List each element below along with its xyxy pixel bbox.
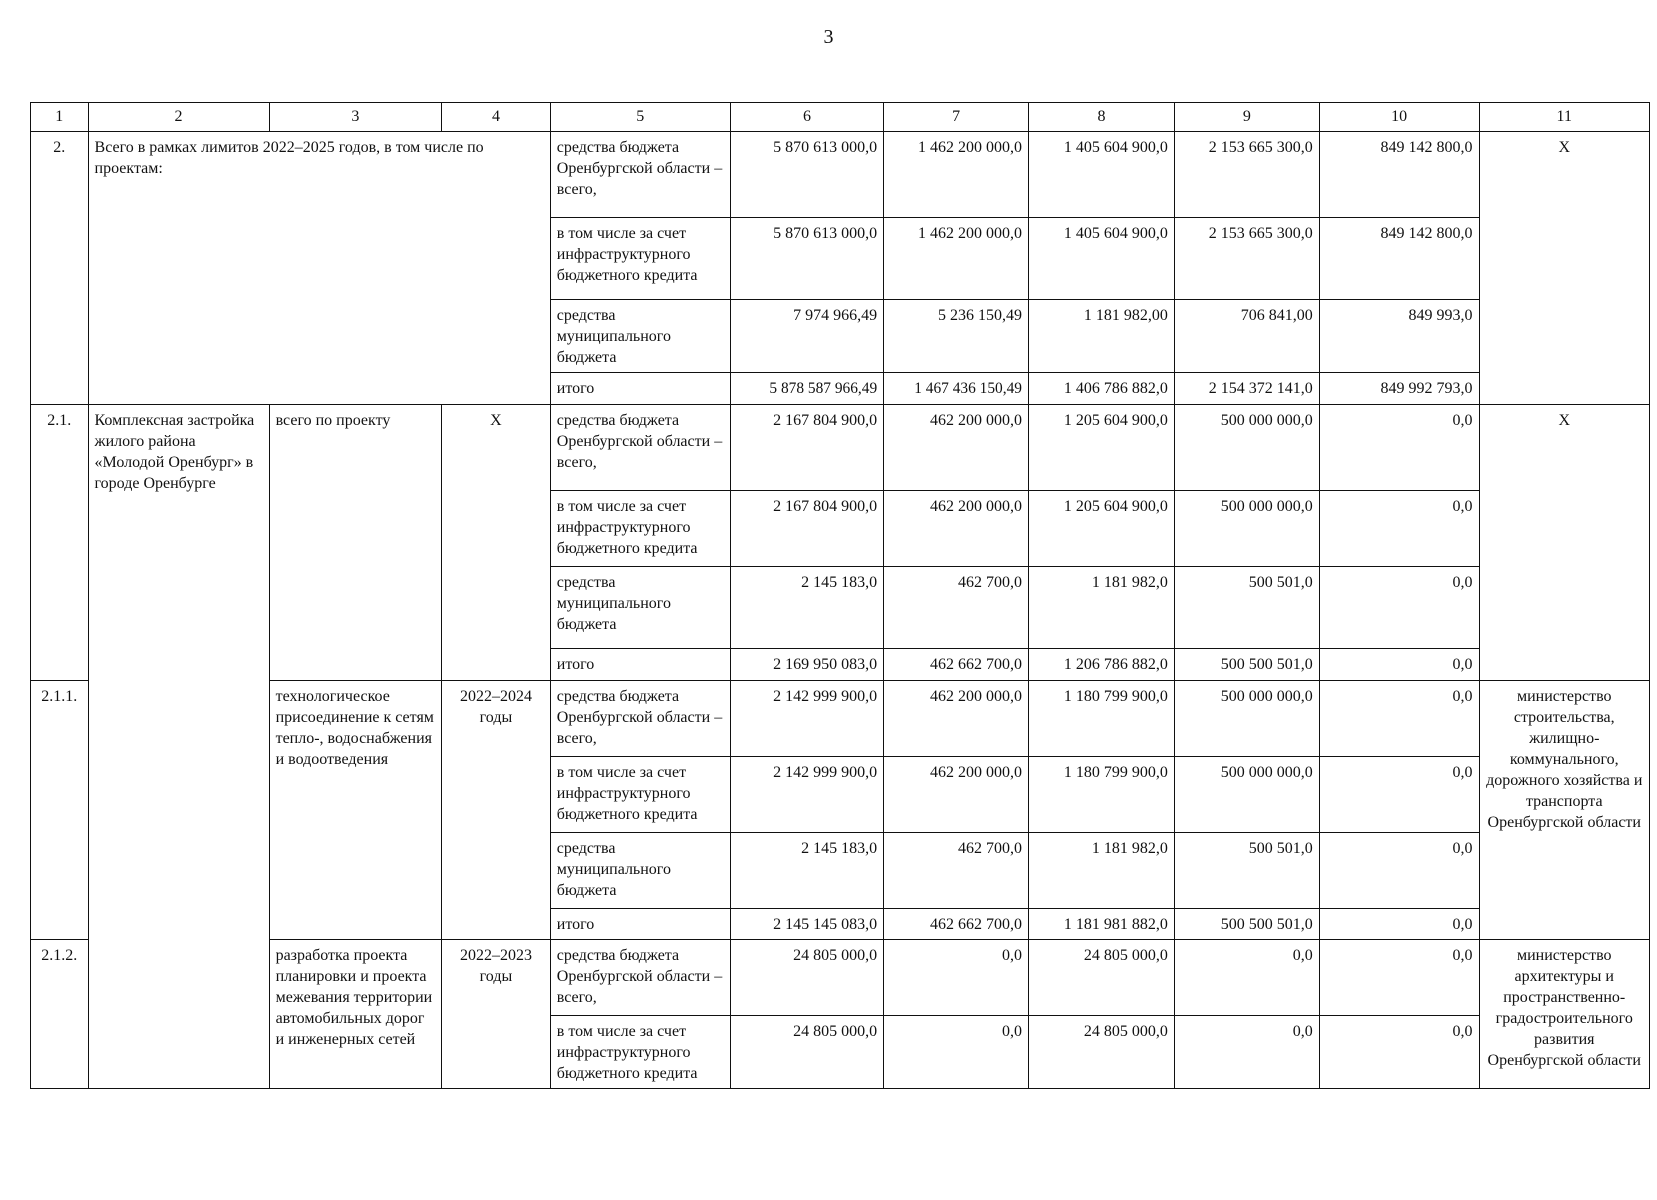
amount-cell: 5 878 587 966,49 [730, 373, 883, 405]
amount-cell: 1 205 604 900,0 [1028, 405, 1174, 491]
amount-cell: 1 181 982,0 [1028, 567, 1174, 649]
section-title: Всего в рамках лимитов 2022–2025 годов, в том числе по проектам: [88, 132, 550, 405]
col-header-7: 7 [884, 103, 1029, 132]
amount-cell: 24 805 000,0 [1028, 940, 1174, 1016]
col-header-6: 6 [730, 103, 883, 132]
amount-cell: 500 000 000,0 [1174, 405, 1319, 491]
amount-cell: 1 181 982,00 [1028, 300, 1174, 373]
funding-source-label: итого [550, 909, 730, 940]
amount-cell: 849 992 793,0 [1319, 373, 1479, 405]
amount-cell: 1 405 604 900,0 [1028, 132, 1174, 218]
amount-cell: 0,0 [1319, 909, 1479, 940]
executor-cell: Х [1479, 132, 1649, 405]
col-header-8: 8 [1028, 103, 1174, 132]
col-header-11: 11 [1479, 103, 1649, 132]
amount-cell: 0,0 [1319, 649, 1479, 681]
amount-cell: 462 200 000,0 [884, 681, 1029, 757]
amount-cell: 2 154 372 141,0 [1174, 373, 1319, 405]
row-number: 2.1. [31, 405, 89, 681]
amount-cell: 849 993,0 [1319, 300, 1479, 373]
column-number-row [31, 103, 1650, 132]
table-row [31, 681, 1650, 757]
col-header-9: 9 [1174, 103, 1319, 132]
amount-cell: 500 500 501,0 [1174, 909, 1319, 940]
amount-cell: 500 000 000,0 [1174, 681, 1319, 757]
col-header-1: 1 [31, 103, 89, 132]
row-number: 2. [31, 132, 89, 405]
col-header-3: 3 [269, 103, 442, 132]
amount-cell: 500 501,0 [1174, 833, 1319, 909]
amount-cell: 5 870 613 000,0 [730, 132, 883, 218]
amount-cell: 2 145 183,0 [730, 567, 883, 649]
table-row [31, 132, 1650, 218]
funding-source-label: итого [550, 373, 730, 405]
amount-cell: 1 180 799 900,0 [1028, 757, 1174, 833]
project-name: Комплексная застройка жилого района «Молодой Оренбург» в городе Оренбурге [88, 405, 269, 1089]
amount-cell: 0,0 [1319, 567, 1479, 649]
funding-source-label: в том числе за счет инфраструктурного бюджетного кредита [550, 491, 730, 567]
table-row [31, 940, 1650, 1016]
amount-cell: 1 406 786 882,0 [1028, 373, 1174, 405]
amount-cell: 24 805 000,0 [730, 940, 883, 1016]
funding-source-label: средства бюджета Оренбургской области – всего, [550, 940, 730, 1016]
amount-cell: 462 200 000,0 [884, 405, 1029, 491]
amount-cell: 2 153 665 300,0 [1174, 218, 1319, 300]
funding-source-label: в том числе за счет инфраструктурного бюджетного кредита [550, 1016, 730, 1089]
funding-source-label: средства муниципального бюджета [550, 300, 730, 373]
table-row [31, 405, 1650, 491]
amount-cell: 849 142 800,0 [1319, 218, 1479, 300]
amount-cell: 24 805 000,0 [1028, 1016, 1174, 1089]
period-cell: 2022–2023 годы [442, 940, 551, 1089]
activity-name: разработка проекта планировки и проекта межевания территории автомобильных дорог и инженерных сетей [269, 940, 442, 1089]
amount-cell: 462 662 700,0 [884, 909, 1029, 940]
period-cell: Х [442, 405, 551, 681]
row-number: 2.1.1. [31, 681, 89, 940]
amount-cell: 0,0 [1319, 681, 1479, 757]
amount-cell: 1 467 436 150,49 [884, 373, 1029, 405]
amount-cell: 24 805 000,0 [730, 1016, 883, 1089]
amount-cell: 462 662 700,0 [884, 649, 1029, 681]
page-number: 3 [823, 26, 834, 48]
col-header-4: 4 [442, 103, 551, 132]
amount-cell: 0,0 [1174, 940, 1319, 1016]
funding-source-label: средства бюджета Оренбургской области – всего, [550, 132, 730, 218]
amount-cell: 5 870 613 000,0 [730, 218, 883, 300]
amount-cell: 0,0 [1319, 940, 1479, 1016]
executor-cell: Х [1479, 405, 1649, 681]
col-header-5: 5 [550, 103, 730, 132]
amount-cell: 0,0 [1319, 405, 1479, 491]
executor-cell: министерство архитектуры и пространственно-градостроительного развития Оренбургской области [1479, 940, 1649, 1089]
activity-name: технологическое присоединение к сетям тепло-, водоснабжения и водоотведения [269, 681, 442, 940]
amount-cell: 1 181 981 882,0 [1028, 909, 1174, 940]
period-cell: 2022–2024 годы [442, 681, 551, 940]
amount-cell: 2 153 665 300,0 [1174, 132, 1319, 218]
budget-table [30, 102, 1650, 1089]
amount-cell: 0,0 [1319, 757, 1479, 833]
amount-cell: 0,0 [884, 940, 1029, 1016]
amount-cell: 0,0 [884, 1016, 1029, 1089]
amount-cell: 1 181 982,0 [1028, 833, 1174, 909]
amount-cell: 500 500 501,0 [1174, 649, 1319, 681]
amount-cell: 849 142 800,0 [1319, 132, 1479, 218]
amount-cell: 0,0 [1319, 491, 1479, 567]
amount-cell: 2 145 145 083,0 [730, 909, 883, 940]
amount-cell: 2 167 804 900,0 [730, 491, 883, 567]
amount-cell: 1 180 799 900,0 [1028, 681, 1174, 757]
amount-cell: 2 169 950 083,0 [730, 649, 883, 681]
amount-cell: 500 501,0 [1174, 567, 1319, 649]
funding-source-label: в том числе за счет инфраструктурного бюджетного кредита [550, 757, 730, 833]
amount-cell: 1 462 200 000,0 [884, 132, 1029, 218]
amount-cell: 500 000 000,0 [1174, 491, 1319, 567]
funding-source-label: средства бюджета Оренбургской области – всего, [550, 681, 730, 757]
amount-cell: 2 142 999 900,0 [730, 681, 883, 757]
amount-cell: 2 167 804 900,0 [730, 405, 883, 491]
funding-source-label: итого [550, 649, 730, 681]
funding-source-label: средства муниципального бюджета [550, 567, 730, 649]
amount-cell: 462 700,0 [884, 567, 1029, 649]
funding-source-label: средства бюджета Оренбургской области – всего, [550, 405, 730, 491]
amount-cell: 0,0 [1174, 1016, 1319, 1089]
amount-cell: 5 236 150,49 [884, 300, 1029, 373]
amount-cell: 500 000 000,0 [1174, 757, 1319, 833]
amount-cell: 1 405 604 900,0 [1028, 218, 1174, 300]
amount-cell: 462 200 000,0 [884, 757, 1029, 833]
amount-cell: 462 200 000,0 [884, 491, 1029, 567]
amount-cell: 7 974 966,49 [730, 300, 883, 373]
executor-cell: министерство строительства, жилищно-коммунального, дорожного хозяйства и транспорта Оренбургской области [1479, 681, 1649, 940]
amount-cell: 706 841,00 [1174, 300, 1319, 373]
funding-source-label: средства муниципального бюджета [550, 833, 730, 909]
amount-cell: 462 700,0 [884, 833, 1029, 909]
project-scope: всего по проекту [269, 405, 442, 681]
amount-cell: 1 462 200 000,0 [884, 218, 1029, 300]
row-number: 2.1.2. [31, 940, 89, 1089]
amount-cell: 0,0 [1319, 833, 1479, 909]
col-header-10: 10 [1319, 103, 1479, 132]
amount-cell: 1 205 604 900,0 [1028, 491, 1174, 567]
funding-source-label: в том числе за счет инфраструктурного бюджетного кредита [550, 218, 730, 300]
amount-cell: 1 206 786 882,0 [1028, 649, 1174, 681]
amount-cell: 0,0 [1319, 1016, 1479, 1089]
amount-cell: 2 145 183,0 [730, 833, 883, 909]
col-header-2: 2 [88, 103, 269, 132]
amount-cell: 2 142 999 900,0 [730, 757, 883, 833]
